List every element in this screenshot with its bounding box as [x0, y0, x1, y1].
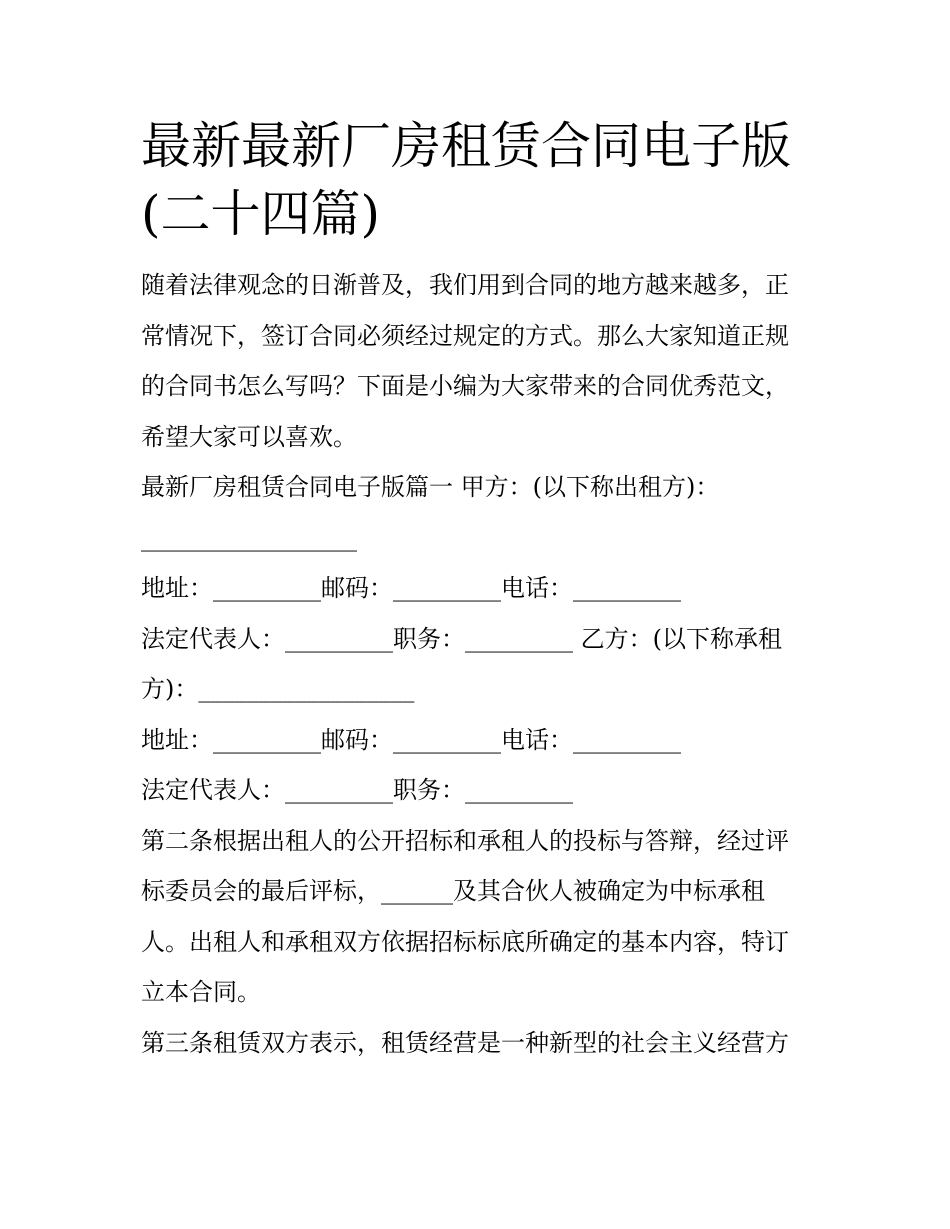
body-line: 人。出租人和承租双方依据招标标底所确定的基本内容，特订: [141, 927, 789, 956]
title-line-2: (二十四篇): [141, 185, 381, 243]
body-line: 随着法律观念的日渐普及，我们用到合同的地方越来越多，正: [141, 271, 789, 299]
blank-line: __________________: [141, 523, 357, 552]
body-line: 最新厂房租赁合同电子版篇一 甲方：(以下称出租方)：: [141, 473, 720, 501]
body-line: 法定代表人：_________职务：_________ 乙方：(以下称承租: [141, 624, 782, 653]
body-line: 地址：_________邮码：_________电话：_________: [141, 725, 681, 754]
document-title: [141, 112, 821, 248]
document-body: [141, 260, 821, 1068]
body-line: 希望大家可以喜欢。: [141, 422, 357, 451]
body-line: 第三条租赁双方表示，租赁经营是一种新型的社会主义经营方: [141, 1028, 789, 1057]
body-line: 标委员会的最后评标，______及其合伙人被确定为中标承租: [141, 877, 765, 905]
body-line: 立本合同。: [141, 978, 261, 1006]
body-line: 方)：__________________: [141, 675, 415, 703]
body-line: 法定代表人：_________职务：_________: [141, 776, 573, 804]
body-line: 常情况下，签订合同必须经过规定的方式。那么大家知道正规: [141, 321, 789, 350]
title-line-1: 最新最新厂房租赁合同电子版: [141, 117, 791, 175]
body-line: 第二条根据出租人的公开招标和承租人的投标与答辩，经过评: [141, 826, 789, 855]
body-line: 地址：_________邮码：_________电话：_________: [141, 574, 681, 602]
body-line: 的合同书怎么写吗？下面是小编为大家带来的合同优秀范文，: [141, 372, 789, 400]
document-page: [141, 112, 821, 1068]
